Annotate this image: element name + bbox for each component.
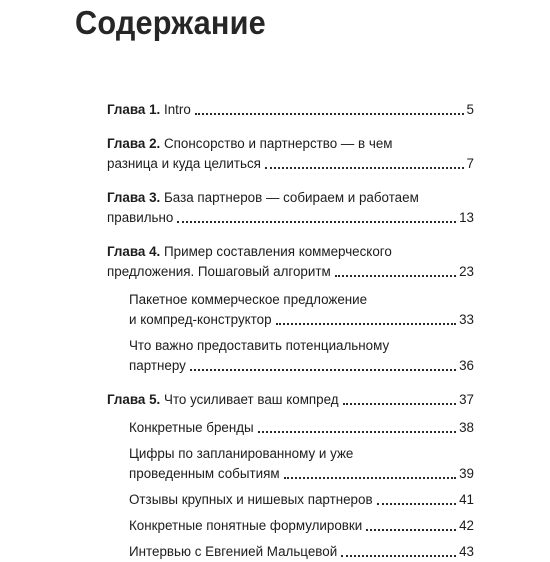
entry-title: Цифры по запланированному и уже: [129, 446, 354, 461]
entry-title: Intro: [164, 102, 191, 117]
toc-entry-section[interactable]: [107, 542, 474, 562]
page-number: 42: [459, 518, 474, 533]
entry-title-continued: партнеру: [129, 358, 186, 373]
dot-leader: [190, 369, 456, 371]
page-number: 33: [459, 312, 474, 327]
toc-entry-chapter-4[interactable]: [107, 242, 474, 282]
page-number: 13: [459, 210, 474, 225]
dot-leader: [258, 431, 456, 433]
toc-entry-chapter-2[interactable]: [107, 134, 474, 174]
entry-title-continued: и компред-конструктор: [129, 312, 272, 327]
entry-title: Что усиливает ваш компред: [164, 392, 339, 407]
dot-leader: [335, 275, 456, 277]
toc-entry-section[interactable]: [107, 418, 474, 438]
chapter-label: Глава 2.: [107, 136, 161, 151]
dot-leader: [265, 167, 464, 169]
dot-leader: [276, 323, 457, 325]
dot-leader: [377, 503, 457, 505]
toc-entry-section[interactable]: [107, 290, 474, 330]
chapter-label: Глава 3.: [107, 190, 161, 205]
page-number: 41: [459, 492, 474, 507]
entry-title: Интервью с Евгенией Мальцевой: [129, 544, 338, 559]
dot-leader: [343, 403, 457, 405]
table-of-contents: [107, 100, 474, 562]
page-number: 37: [459, 392, 474, 407]
page-number: 23: [459, 264, 474, 279]
entry-title-continued: предложения. Пошаговый алгоритм: [107, 264, 331, 279]
dot-leader: [177, 221, 456, 223]
dot-leader: [284, 477, 457, 479]
page-title: Содержание: [75, 4, 266, 41]
entry-title: Отзывы крупных и нишевых партнеров: [129, 492, 373, 507]
page-number: 7: [466, 156, 474, 171]
toc-entry-section[interactable]: [107, 516, 474, 536]
entry-title: Что важно предоставить потенциальному: [129, 338, 390, 353]
dot-leader: [366, 529, 456, 531]
entry-title: База партнеров — собираем и работаем: [164, 190, 419, 205]
page-number: 43: [459, 544, 474, 559]
toc-entry-chapter-1[interactable]: [107, 100, 474, 120]
toc-entry-chapter-5[interactable]: [107, 390, 474, 410]
entry-title-continued: правильно: [107, 210, 174, 225]
page-number: 36: [459, 358, 474, 373]
page-number: 38: [459, 420, 474, 435]
entry-title: Конкретные бренды: [129, 420, 254, 435]
entry-title: Спонсорство и партнерство — в чем: [164, 136, 393, 151]
page-number: 5: [466, 102, 474, 117]
toc-entry-section[interactable]: [107, 490, 474, 510]
chapter-label: Глава 4.: [107, 244, 161, 259]
entry-title: Пакетное коммерческое предложение: [129, 292, 368, 307]
entry-title-continued: разница и куда целиться: [107, 156, 261, 171]
dot-leader: [341, 555, 456, 557]
dot-leader: [195, 113, 464, 115]
entry-title: Пример составления коммерческого: [164, 244, 392, 259]
entry-title-continued: проведенным событиям: [129, 466, 280, 481]
toc-entry-chapter-3[interactable]: [107, 188, 474, 228]
chapter-label: Глава 5.: [107, 392, 161, 407]
toc-entry-section[interactable]: [107, 444, 474, 484]
chapter-label: Глава 1.: [107, 102, 161, 117]
toc-entry-section[interactable]: [107, 336, 474, 376]
page-number: 39: [459, 466, 474, 481]
entry-title: Конкретные понятные формулировки: [129, 518, 363, 533]
